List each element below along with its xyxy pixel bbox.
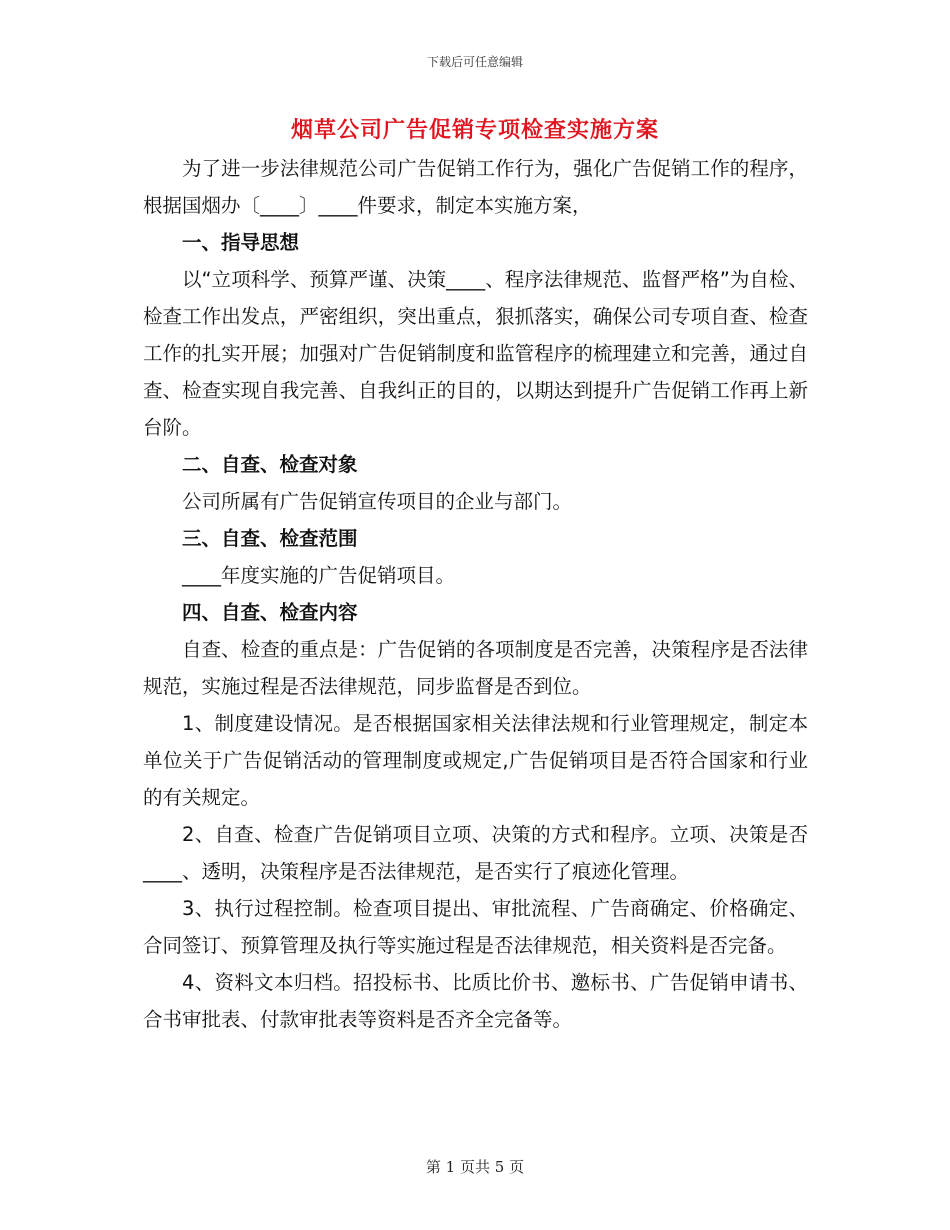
body-paragraph: 3、执行过程控制。检查项目提出、审批流程、广告商确定、价格确定、合同签订、预算管理及执行等实施过程是否法律规范，相关资料是否完备。 [143,897,808,957]
body-paragraph: 自查、检查的重点是：广告促销的各项制度是否完善，决策程序是否法律规范，实施过程是否法律规范，同步监督是否到位。 [143,638,808,698]
body-paragraph: 1、制度建设情况。是否根据国家相关法律法规和行业管理规定，制定本单位关于广告促销活动的管理制度或规定,广告促销项目是否符合国家和行业的有关规定。 [143,712,808,809]
section-heading: 三、自查、检查范围 [182,527,358,550]
body-paragraph: 公司所属有广告促销宣传项目的企业与部门。 [182,490,573,513]
body-paragraph: 以“立项科学、预算严谨、决策____、程序法律规范、监督严格”为自检、检查工作出发点，严密组织，突出重点，狠抓落实，确保公司专项自查、检查工作的扎实开展；加强对广告促销制度和监管程序的梳理建立和完善，通过自查、检查实现自我完善、自我纠正的目的，以期达到提升广告促销工作再上新台阶。 [143,268,808,439]
body-paragraph: ____年度实施的广告促销项目。 [182,564,456,587]
body-paragraph: 为了进一步法律规范公司广告促销工作行为，强化广告促销工作的程序，根据国烟办〔____〕____件要求，制定本实施方案， [143,157,808,217]
document-body [143,150,808,1038]
body-paragraph: 2、自查、检查广告促销项目立项、决策的方式和程序。立项、决策是否____、透明，决策程序是否法律规范，是否实行了痕迹化管理。 [143,823,808,883]
section-heading: 四、自查、检查内容 [182,601,358,624]
document-title: 烟草公司广告促销专项检查实施方案 [290,118,659,143]
body-paragraph: 4、资料文本归档。招投标书、比质比价书、邀标书、广告促销申请书、合书审批表、付款审批表等资料是否齐全完备等。 [143,971,808,1031]
page-footer: 第 1 页共 5 页 [425,1158,525,1176]
section-heading: 二、自查、检查对象 [182,453,358,476]
section-heading: 一、指导思想 [182,231,300,254]
header-note: 下载后可任意编辑 [426,55,523,69]
